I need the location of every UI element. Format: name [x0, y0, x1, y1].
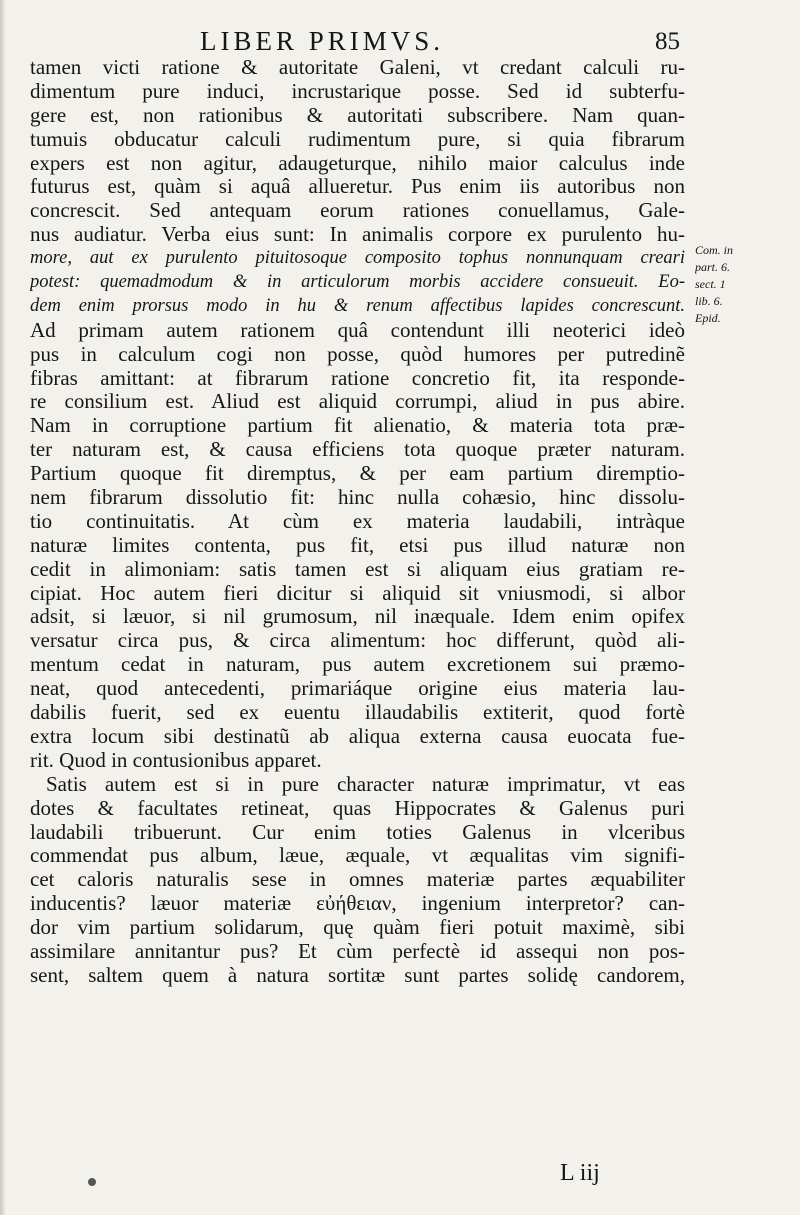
text-line: nem fibrarum dissolutio fit: hinc nulla cohæsio, hinc dissolu- [30, 486, 685, 510]
text-line: dor vim partium solidarum, quę quàm fieri potuit maximè, sibi [30, 916, 685, 940]
text-line: expers est non agitur, adaugeturque, nihilo maior calculus inde [30, 151, 685, 175]
text-line: adsit, si læuor, si nil grumosum, nil inæquale. Idem enim opifex [30, 605, 685, 629]
margin-note [695, 242, 795, 327]
text-line: commendat pus album, læue, æquale, vt æqualitas vim signifi- [30, 844, 685, 868]
text-line: cipiat. Hoc autem fieri dicitur si aliquid sit vniusmodi, si albor [30, 581, 685, 605]
text-line: naturæ limites contenta, pus fit, etsi pus illud naturæ non [30, 533, 685, 557]
text-line: rit. Quod in contusionibus apparet. [30, 748, 322, 772]
margin-note-line: sect. 1 [695, 277, 726, 291]
text-line: inducentis? læuor materiæ εὐήθειαν, ingenium interpretor? can- [30, 892, 685, 916]
margin-note-line: lib. 6. [695, 294, 723, 308]
page-number: 85 [655, 28, 680, 55]
margin-note-line: part. 6. [695, 260, 731, 274]
page-header [0, 26, 800, 60]
text-line: assimilare annitantur pus? Et cùm perfectè id assequi non pos- [30, 939, 685, 963]
text-line: dabilis fuerit, sed ex euentu illaudabilis extiterit, quod fortè [30, 701, 685, 725]
signature-mark: L iij [560, 1160, 600, 1186]
text-line: laudabili tribuerunt. Cur enim toties Galenus in vlceribus [30, 820, 685, 844]
body-text [30, 56, 685, 988]
page-edge-shadow [0, 0, 6, 1215]
ink-speck [88, 1178, 96, 1186]
text-line: gere est, non rationibus & autoritati subscribere. Nam quan- [30, 103, 685, 127]
text-line: more, aut ex purulento pituitosoque composito tophus nonnunquam creari [30, 248, 685, 269]
text-line: mentum cedat in naturam, pus autem excretionem sui præmo- [30, 653, 685, 677]
text-line: Satis autem est si in pure character naturæ imprimatur, vt eas [46, 772, 685, 796]
text-line: Nam in corruptione partium fit alienatio, & materia tota præ- [30, 414, 685, 438]
text-line: dimentum pure induci, incrustarique posse. Sed id subterfu- [30, 79, 685, 103]
text-line: tio continuitatis. At cùm ex materia laudabili, intràque [30, 509, 685, 533]
text-line: potest: quemadmodum & in articulorum morbis accidere consueuit. Eo- [30, 272, 685, 293]
margin-note-line: Epid. [695, 311, 721, 325]
text-line: Partium quoque fit diremptus, & per eam partium diremptio- [30, 462, 685, 486]
text-line: sent, saltem quem à natura sortitæ sunt partes solidę candorem, [30, 963, 685, 987]
text-line: tumuis obducatur calculi rudimentum pure, si quia fibrarum [30, 127, 685, 151]
text-line: dem enim prorsus modo in hu & renum affectibus lapides concrescunt. [30, 295, 685, 316]
text-line: extra locum sibi destinatũ ab aliqua externa causa euocata fue- [30, 724, 685, 748]
text-line: Ad primam autem rationem quâ contendunt illi neoterici ideò [30, 318, 685, 342]
text-line: cedit in alimoniam: satis tamen est si aliquam eius gratiam re- [30, 557, 685, 581]
text-line: ter naturam est, & causa efficiens tota quoque præter naturam. [30, 438, 685, 462]
text-line: fibras amittant: at fibrarum ratione concretio fit, ita responde- [30, 366, 685, 390]
text-line: re consilium est. Aliud est aliquid corrumpi, aliud in pus abire. [30, 390, 685, 414]
text-line: pus in calculum cogi non posse, quòd humores per putredinẽ [30, 342, 685, 366]
text-line: versatur circa pus, & circa alimentum: hoc differunt, quòd ali- [30, 629, 685, 653]
text-line: neat, quod antecedenti, primariáque origine eius materia lau- [30, 677, 685, 701]
text-line: tamen victi ratione & autoritate Galeni, vt credant calculi ru- [30, 56, 685, 79]
text-line: dotes & facultates retineat, quas Hippocrates & Galenus puri [30, 796, 685, 820]
text-line: futurus est, quàm si aquâ allueretur. Pus enim iis autoribus non [30, 175, 685, 199]
running-title: LIBER PRIMVS. [200, 26, 445, 56]
text-line: nus audiatur. Verba eius sunt: In animalis corpore ex purulento hu- [30, 223, 685, 247]
text-line: concrescit. Sed antequam eorum rationes conuellamus, Gale- [30, 199, 685, 223]
text-line: cet caloris naturalis sese in omnes materiæ partes æquabiliter [30, 868, 685, 892]
margin-note-line: Com. in [695, 243, 734, 257]
